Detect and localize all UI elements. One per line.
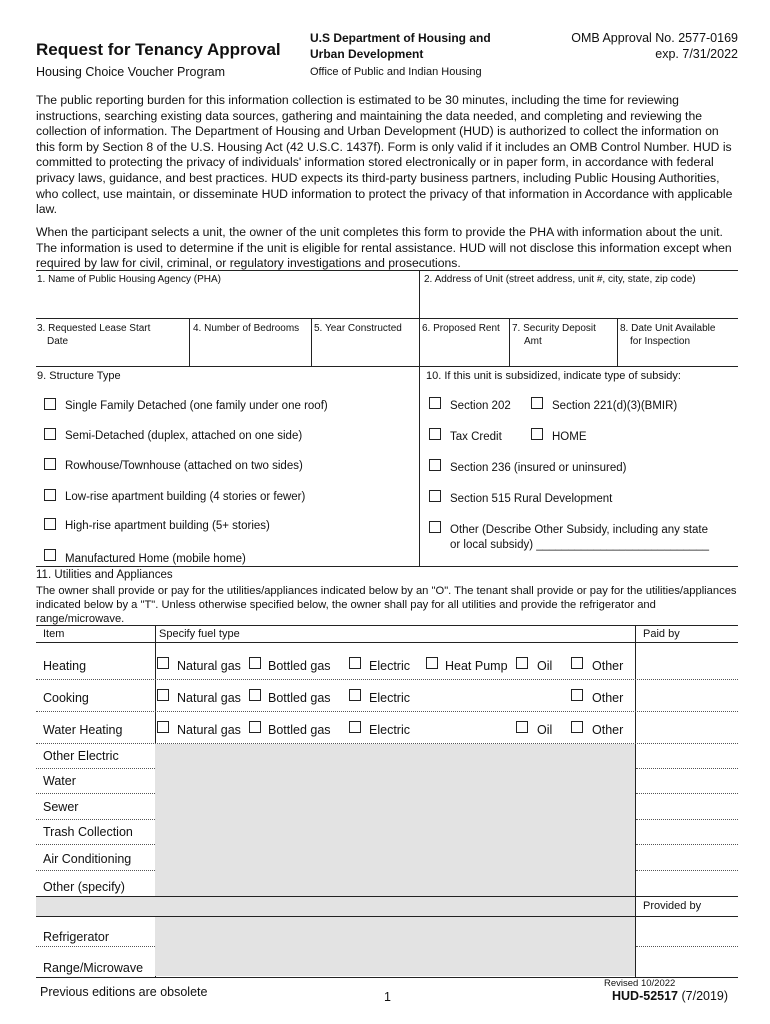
fuel-cooking-electric: Electric	[369, 691, 410, 705]
revised-date: Revised 10/2022	[604, 978, 676, 989]
structure-type-label: 9. Structure Type	[37, 370, 121, 382]
row-separator-solid	[36, 896, 738, 897]
column-header-paid-by: Paid by	[643, 628, 680, 640]
option-section-221: Section 221(d)(3)(BMIR)	[552, 400, 678, 412]
field-date-available-label	[620, 322, 715, 348]
field-pha-name-label: 1. Name of Public Housing Agency (PHA)	[37, 274, 221, 285]
option-manufactured-home: Manufactured Home (mobile home)	[65, 553, 246, 565]
checkbox-water-heating-natural-gas[interactable]	[157, 721, 169, 733]
field-bedrooms-label: 4. Number of Bedrooms	[193, 323, 300, 334]
checkbox-home[interactable]	[531, 428, 543, 440]
checkbox-heating-other[interactable]	[571, 657, 583, 669]
utility-row-water: Water	[43, 774, 76, 788]
fuel-water-heating-oil: Oil	[537, 723, 553, 737]
department-line-1: U.S Department of Housing and	[310, 31, 491, 45]
subsidy-type-label: 10. If this unit is subsidized, indicate type of subsidy:	[426, 370, 681, 382]
row-separator	[36, 679, 738, 680]
unit-address-input-area[interactable]	[424, 290, 736, 316]
field-divider	[509, 318, 510, 366]
checkbox-heating-electric[interactable]	[349, 657, 361, 669]
form-subtitle: Housing Choice Voucher Program	[36, 65, 225, 79]
checkbox-rowhouse[interactable]	[44, 458, 56, 470]
utility-row-sewer: Sewer	[43, 800, 79, 814]
fuel-cooking-other: Other	[592, 691, 624, 705]
utility-row-cooking: Cooking	[43, 691, 89, 705]
pha-name-input-area[interactable]	[40, 290, 415, 316]
checkbox-section-221[interactable]	[531, 397, 543, 409]
field-security-deposit-label	[512, 322, 596, 348]
fuel-cooking-natural-gas: Natural gas	[177, 691, 241, 705]
checkbox-cooking-bottled-gas[interactable]	[249, 689, 261, 701]
shaded-na-row	[36, 897, 155, 916]
utility-row-heating: Heating	[43, 659, 87, 673]
utility-row-trash: Trash Collection	[43, 825, 133, 839]
omb-number: OMB Approval No. 2577-0169	[571, 31, 738, 45]
checkbox-heating-oil[interactable]	[516, 657, 528, 669]
fuel-heating-bottled-gas: Bottled gas	[268, 659, 331, 673]
field-divider	[419, 318, 420, 366]
checkbox-semi-detached[interactable]	[44, 428, 56, 440]
row-separator	[36, 711, 738, 712]
row-separator	[636, 870, 738, 871]
option-semi-detached: Semi-Detached (duplex, attached on one side)	[65, 430, 303, 442]
form-number	[612, 989, 728, 1003]
purpose-statement: When the participant selects a unit, the owner of the unit completes this form to provide the PHA with information about the unit. The information is used to determine if the unit is eligible for rental assistance. HUD will not disclose this information except when required by law for civil, criminal, or regulatory investigations and prosecutions.	[36, 225, 732, 271]
utility-row-other-specify: Other (specify)	[43, 880, 125, 894]
utilities-heading: 11. Utilities and Appliances	[36, 569, 173, 581]
checkbox-water-heating-electric[interactable]	[349, 721, 361, 733]
section-divider-line	[36, 566, 738, 567]
checkbox-cooking-natural-gas[interactable]	[157, 689, 169, 701]
lease-start-label-line2: Date	[47, 336, 69, 347]
fuel-heating-natural-gas: Natural gas	[177, 659, 241, 673]
option-other-subsidy: Other (Describe Other Subsidy, including any state	[450, 524, 709, 536]
burden-statement: The public reporting burden for this information collection is estimated to be 30 minutes, including the time for reviewing instructions, searching existing data sources, gathering and maintaining the data needed, and completing and reviewing the collection of information. The Department of Housing and Urban Development (HUD) is authorized to collect the information on this form by Section 8 of the U.S. Housing Act (42 U.S.C. 1437f). Form is only valid if it includes an OMB Control Number. HUD is committed to protecting the privacy of individuals' information stored electronically or in paper form, in accordance with federal privacy laws, guidance, and best practices. HUD expects its third-party business partners, including Public Housing Authorities, who collect, use maintain, or disseminate HUD information to protect the privacy of that information in Accordance with applicable law.	[36, 93, 733, 217]
utility-row-water-heating: Water Heating	[43, 723, 123, 737]
option-low-rise: Low-rise apartment building (4 stories or fewer)	[65, 491, 306, 503]
checkbox-manufactured-home[interactable]	[44, 549, 56, 561]
row-separator-solid	[36, 916, 738, 917]
fuel-water-heating-other: Other	[592, 723, 624, 737]
row-separator	[36, 870, 155, 871]
fuel-heating-oil: Oil	[537, 659, 553, 673]
row-separator	[636, 768, 738, 769]
row-separator	[636, 946, 738, 947]
row-separator	[36, 819, 155, 820]
checkbox-tax-credit[interactable]	[429, 428, 441, 440]
fuel-heating-other: Other	[592, 659, 624, 673]
other-subsidy-description-field[interactable]: or local subsidy) ___________________________	[450, 539, 709, 551]
row-separator	[636, 844, 738, 845]
checkbox-section-515[interactable]	[429, 490, 441, 502]
row-separator	[636, 819, 738, 820]
column-header-item: Item	[43, 628, 65, 640]
checkbox-cooking-electric[interactable]	[349, 689, 361, 701]
row-separator	[636, 793, 738, 794]
fuel-heating-electric: Electric	[369, 659, 410, 673]
checkbox-heating-natural-gas[interactable]	[157, 657, 169, 669]
checkbox-cooking-other[interactable]	[571, 689, 583, 701]
security-deposit-label-line2: Amt	[524, 336, 542, 347]
section-divider	[419, 366, 420, 566]
office-name: Office of Public and Indian Housing	[310, 66, 482, 78]
form-number-code: HUD-52517	[612, 989, 679, 1003]
option-home: HOME	[552, 431, 587, 443]
utility-row-air-conditioning: Air Conditioning	[43, 852, 132, 866]
checkbox-heating-bottled-gas[interactable]	[249, 657, 261, 669]
date-available-label-line1: 8. Date Unit Available	[620, 323, 716, 334]
appliance-row-range: Range/Microwave	[43, 961, 144, 975]
option-section-202: Section 202	[450, 400, 511, 412]
field-divider	[189, 318, 190, 366]
checkbox-section-202[interactable]	[429, 397, 441, 409]
form-number-date: (7/2019)	[678, 989, 729, 1003]
checkbox-water-heating-bottled-gas[interactable]	[249, 721, 261, 733]
table-column-divider	[635, 625, 636, 977]
column-header-fuel-type: Specify fuel type	[159, 628, 240, 640]
date-available-label-line2: for Inspection	[630, 336, 691, 347]
column-header-provided-by: Provided by	[643, 900, 702, 912]
utilities-instructions: The owner shall provide or pay for the utilities/appliances indicated below by an "O". The tenant shall provide or pay for the utilities/appliances indicated below by a "T". Unless otherwise specified below, the owner shall pay for all utilities and provide the refrigerator and range/microwave.	[36, 585, 737, 626]
form-title: Request for Tenancy Approval	[36, 40, 281, 59]
row-separator	[36, 946, 155, 947]
row-separator	[36, 743, 738, 744]
field-divider	[311, 318, 312, 366]
field-year-constructed-label: 5. Year Constructed	[314, 323, 402, 334]
field-row-divider	[36, 318, 738, 319]
lease-start-label-line1: 3. Requested Lease Start	[37, 323, 151, 334]
fuel-cooking-bottled-gas: Bottled gas	[268, 691, 331, 705]
checkbox-section-236[interactable]	[429, 459, 441, 471]
fuel-water-heating-natural-gas: Natural gas	[177, 723, 241, 737]
checkbox-water-heating-other[interactable]	[571, 721, 583, 733]
security-deposit-label-line1: 7. Security Deposit	[512, 323, 596, 334]
page-number: 1	[384, 990, 391, 1004]
checkbox-water-heating-oil[interactable]	[516, 721, 528, 733]
omb-approval	[571, 30, 738, 62]
row-separator	[36, 844, 155, 845]
department-name	[310, 30, 510, 62]
shaded-na-area	[155, 744, 635, 976]
table-top-border	[36, 625, 738, 626]
option-section-515: Section 515 Rural Development	[450, 493, 613, 505]
checkbox-heating-heat-pump[interactable]	[426, 657, 438, 669]
field-divider	[419, 270, 420, 318]
row-separator	[36, 793, 155, 794]
field-lease-start-label	[37, 322, 150, 348]
option-rowhouse: Rowhouse/Townhouse (attached on two sides)	[65, 460, 303, 472]
field-row-divider	[36, 270, 738, 271]
table-header-border	[36, 642, 738, 643]
fuel-heating-heat-pump: Heat Pump	[445, 659, 508, 673]
option-single-family: Single Family Detached (one family under one roof)	[65, 400, 328, 412]
fuel-water-heating-bottled-gas: Bottled gas	[268, 723, 331, 737]
row-separator	[36, 768, 155, 769]
checkbox-single-family[interactable]	[44, 398, 56, 410]
checkbox-other-subsidy[interactable]	[429, 521, 441, 533]
field-unit-address-label: 2. Address of Unit (street address, unit #, city, state, zip code)	[424, 274, 696, 285]
appliance-row-refrigerator: Refrigerator	[43, 930, 109, 944]
field-proposed-rent-label: 6. Proposed Rent	[422, 323, 500, 334]
department-line-2: Urban Development	[310, 47, 424, 61]
field-divider	[617, 318, 618, 366]
option-tax-credit: Tax Credit	[450, 431, 502, 443]
field-row-divider	[36, 366, 738, 367]
obsolete-notice: Previous editions are obsolete	[40, 985, 208, 999]
checkbox-high-rise[interactable]	[44, 518, 56, 530]
option-high-rise: High-rise apartment building (5+ stories)	[65, 520, 270, 532]
option-section-236: Section 236 (insured or uninsured)	[450, 462, 627, 474]
utility-row-other-electric: Other Electric	[43, 749, 119, 763]
omb-expiration: exp. 7/31/2022	[655, 47, 738, 61]
fuel-water-heating-electric: Electric	[369, 723, 410, 737]
checkbox-low-rise[interactable]	[44, 489, 56, 501]
